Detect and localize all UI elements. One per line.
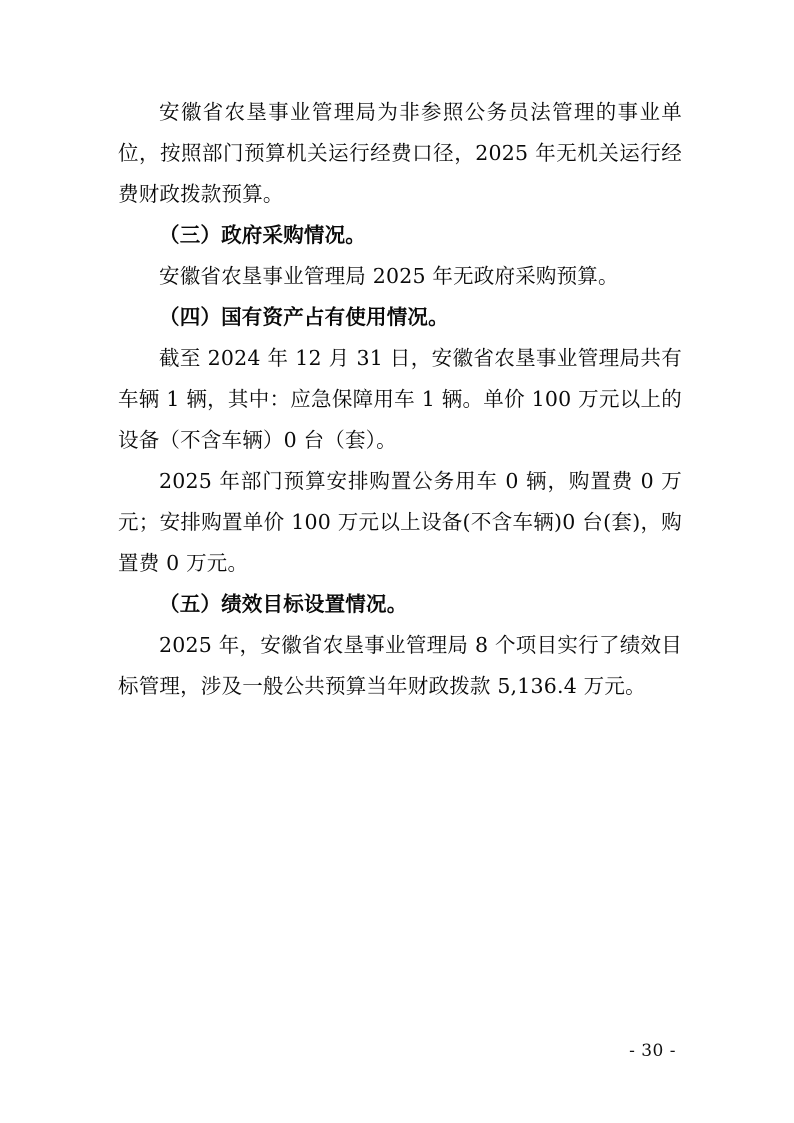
paragraph-non-reference-unit: 安徽省农垦事业管理局为非参照公务员法管理的事业单位，按照部门预算机关运行经费口径，2025 年无机关运行经费财政拨款预算。 <box>118 100 682 206</box>
paragraph-performance-targets: 2025 年，安徽省农垦事业管理局 8 个项目实行了绩效目标管理，涉及一般公共预算当年财政拨款 5,136.4 万元。 <box>118 633 682 698</box>
document-body <box>118 92 682 707</box>
paragraph-government-procurement: 安徽省农垦事业管理局 2025 年无政府采购预算。 <box>159 264 619 288</box>
paragraph-asset-purchase-plan: 2025 年部门预算安排购置公务用车 0 辆，购置费 0 万元；安排购置单价 100 万元以上设备(不含车辆)0 台(套)，购置费 0 万元。 <box>118 469 682 575</box>
heading-government-procurement: （三）政府采购情况。 <box>159 223 366 247</box>
heading-state-owned-assets: （四）国有资产占有使用情况。 <box>159 305 449 329</box>
page-number: - 30 - <box>629 1041 676 1061</box>
heading-performance-targets: （五）绩效目标设置情况。 <box>159 592 408 616</box>
paragraph-asset-vehicles: 截至 2024 年 12 月 31 日，安徽省农垦事业管理局共有车辆 1 辆，其中：应急保障用车 1 辆。单价 100 万元以上的设备（不含车辆）0 台（套）。 <box>118 346 682 452</box>
